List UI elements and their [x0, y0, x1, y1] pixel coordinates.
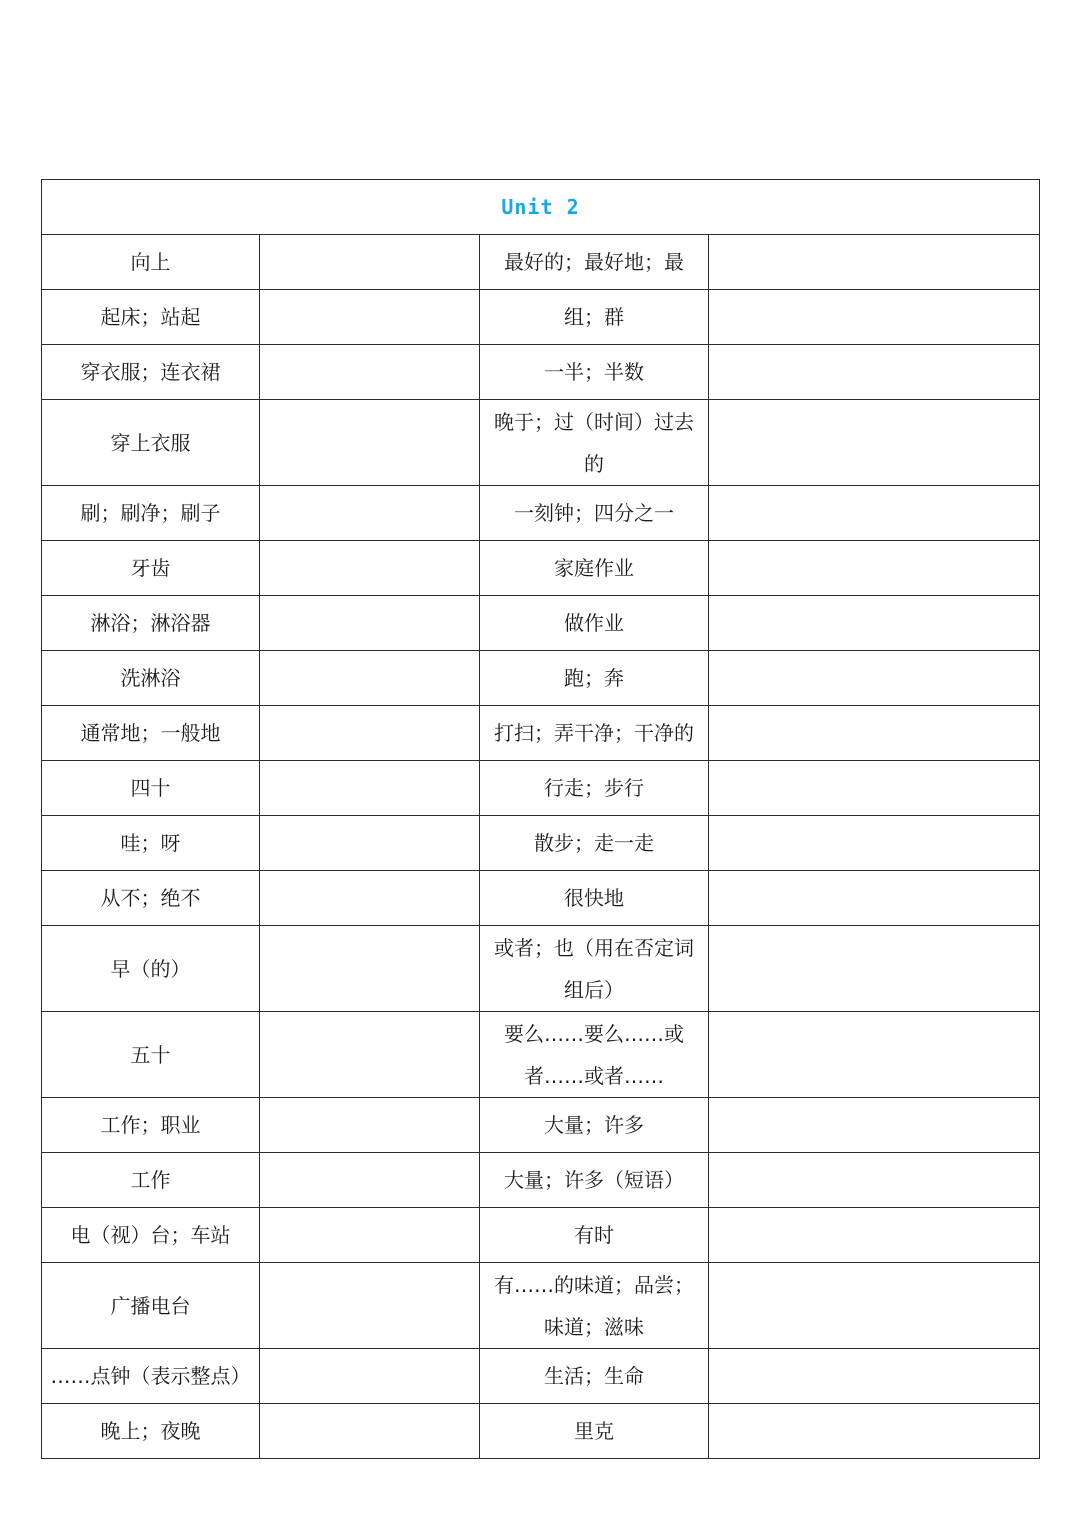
- chinese-meaning-right: 或者；也（用在否定词组后）: [480, 926, 709, 1012]
- answer-blank-right[interactable]: [709, 1098, 1040, 1153]
- answer-blank-right[interactable]: [709, 651, 1040, 706]
- answer-blank-left[interactable]: [260, 651, 480, 706]
- answer-blank-right[interactable]: [709, 541, 1040, 596]
- chinese-meaning-left: 五十: [42, 1012, 260, 1098]
- table-row: [42, 1404, 1040, 1459]
- answer-blank-left[interactable]: [260, 706, 480, 761]
- table-row: [42, 541, 1040, 596]
- answer-blank-right[interactable]: [709, 1404, 1040, 1459]
- answer-blank-right[interactable]: [709, 706, 1040, 761]
- chinese-meaning-left: 工作；职业: [42, 1098, 260, 1153]
- answer-blank-left[interactable]: [260, 1012, 480, 1098]
- answer-blank-right[interactable]: [709, 596, 1040, 651]
- answer-blank-right[interactable]: [709, 1153, 1040, 1208]
- table-row: [42, 926, 1040, 1012]
- chinese-meaning-right: 晚于；过（时间）过去的: [480, 400, 709, 486]
- answer-blank-right[interactable]: [709, 400, 1040, 486]
- chinese-meaning-left: 通常地；一般地: [42, 706, 260, 761]
- answer-blank-left[interactable]: [260, 235, 480, 290]
- chinese-meaning-right: 大量；许多: [480, 1098, 709, 1153]
- chinese-meaning-right: 跑；奔: [480, 651, 709, 706]
- answer-blank-right[interactable]: [709, 926, 1040, 1012]
- chinese-meaning-left: 电（视）台；车站: [42, 1208, 260, 1263]
- answer-blank-left[interactable]: [260, 596, 480, 651]
- answer-blank-right[interactable]: [709, 871, 1040, 926]
- table-row: [42, 290, 1040, 345]
- answer-blank-left[interactable]: [260, 1263, 480, 1349]
- table-row: [42, 235, 1040, 290]
- table-row: [42, 345, 1040, 400]
- vocabulary-rows: [42, 235, 1040, 1459]
- chinese-meaning-left: 刷；刷净；刷子: [42, 486, 260, 541]
- chinese-meaning-right: 很快地: [480, 871, 709, 926]
- table-row: [42, 871, 1040, 926]
- chinese-meaning-right: 生活；生命: [480, 1349, 709, 1404]
- chinese-meaning-left: 早（的）: [42, 926, 260, 1012]
- chinese-meaning-right: 大量；许多（短语）: [480, 1153, 709, 1208]
- answer-blank-left[interactable]: [260, 345, 480, 400]
- answer-blank-right[interactable]: [709, 235, 1040, 290]
- answer-blank-left[interactable]: [260, 290, 480, 345]
- answer-blank-left[interactable]: [260, 541, 480, 596]
- table-row: [42, 1153, 1040, 1208]
- chinese-meaning-right: 有时: [480, 1208, 709, 1263]
- chinese-meaning-right: 行走；步行: [480, 761, 709, 816]
- chinese-meaning-right: 最好的；最好地；最: [480, 235, 709, 290]
- chinese-meaning-right: 做作业: [480, 596, 709, 651]
- chinese-meaning-right: 要么……要么……或者……或者……: [480, 1012, 709, 1098]
- chinese-meaning-left: 牙齿: [42, 541, 260, 596]
- answer-blank-right[interactable]: [709, 761, 1040, 816]
- unit-title: Unit 2: [42, 180, 1040, 235]
- chinese-meaning-left: 从不；绝不: [42, 871, 260, 926]
- chinese-meaning-left: 广播电台: [42, 1263, 260, 1349]
- chinese-meaning-left: 洗淋浴: [42, 651, 260, 706]
- chinese-meaning-left: 工作: [42, 1153, 260, 1208]
- table-row: [42, 706, 1040, 761]
- table-row: [42, 1263, 1040, 1349]
- answer-blank-right[interactable]: [709, 1349, 1040, 1404]
- table-row: [42, 816, 1040, 871]
- chinese-meaning-right: 组；群: [480, 290, 709, 345]
- table-row: [42, 1098, 1040, 1153]
- answer-blank-left[interactable]: [260, 871, 480, 926]
- answer-blank-right[interactable]: [709, 290, 1040, 345]
- answer-blank-left[interactable]: [260, 400, 480, 486]
- chinese-meaning-left: 起床；站起: [42, 290, 260, 345]
- answer-blank-left[interactable]: [260, 1153, 480, 1208]
- answer-blank-left[interactable]: [260, 1349, 480, 1404]
- answer-blank-right[interactable]: [709, 1263, 1040, 1349]
- answer-blank-left[interactable]: [260, 1098, 480, 1153]
- chinese-meaning-right: 家庭作业: [480, 541, 709, 596]
- table-row: [42, 651, 1040, 706]
- answer-blank-right[interactable]: [709, 1012, 1040, 1098]
- table-row: [42, 596, 1040, 651]
- table-row: [42, 400, 1040, 486]
- chinese-meaning-left: 穿上衣服: [42, 400, 260, 486]
- chinese-meaning-right: 里克: [480, 1404, 709, 1459]
- chinese-meaning-left: ……点钟（表示整点）: [42, 1349, 260, 1404]
- answer-blank-left[interactable]: [260, 761, 480, 816]
- chinese-meaning-right: 散步；走一走: [480, 816, 709, 871]
- chinese-meaning-left: 穿衣服；连衣裙: [42, 345, 260, 400]
- table-row: [42, 761, 1040, 816]
- table-row: [42, 1349, 1040, 1404]
- chinese-meaning-right: 一刻钟；四分之一: [480, 486, 709, 541]
- answer-blank-right[interactable]: [709, 1208, 1040, 1263]
- table-row: [42, 1208, 1040, 1263]
- answer-blank-right[interactable]: [709, 816, 1040, 871]
- table-row: [42, 1012, 1040, 1098]
- chinese-meaning-left: 四十: [42, 761, 260, 816]
- chinese-meaning-left: 哇；呀: [42, 816, 260, 871]
- chinese-meaning-left: 淋浴；淋浴器: [42, 596, 260, 651]
- answer-blank-left[interactable]: [260, 486, 480, 541]
- table-row: [42, 486, 1040, 541]
- chinese-meaning-left: 向上: [42, 235, 260, 290]
- chinese-meaning-left: 晚上；夜晚: [42, 1404, 260, 1459]
- chinese-meaning-right: 打扫；弄干净；干净的: [480, 706, 709, 761]
- answer-blank-left[interactable]: [260, 1208, 480, 1263]
- answer-blank-left[interactable]: [260, 816, 480, 871]
- vocabulary-table: [41, 179, 1040, 1459]
- chinese-meaning-right: 一半；半数: [480, 345, 709, 400]
- answer-blank-right[interactable]: [709, 345, 1040, 400]
- answer-blank-right[interactable]: [709, 486, 1040, 541]
- chinese-meaning-right: 有……的味道；品尝；味道；滋味: [480, 1263, 709, 1349]
- answer-blank-left[interactable]: [260, 1404, 480, 1459]
- answer-blank-left[interactable]: [260, 926, 480, 1012]
